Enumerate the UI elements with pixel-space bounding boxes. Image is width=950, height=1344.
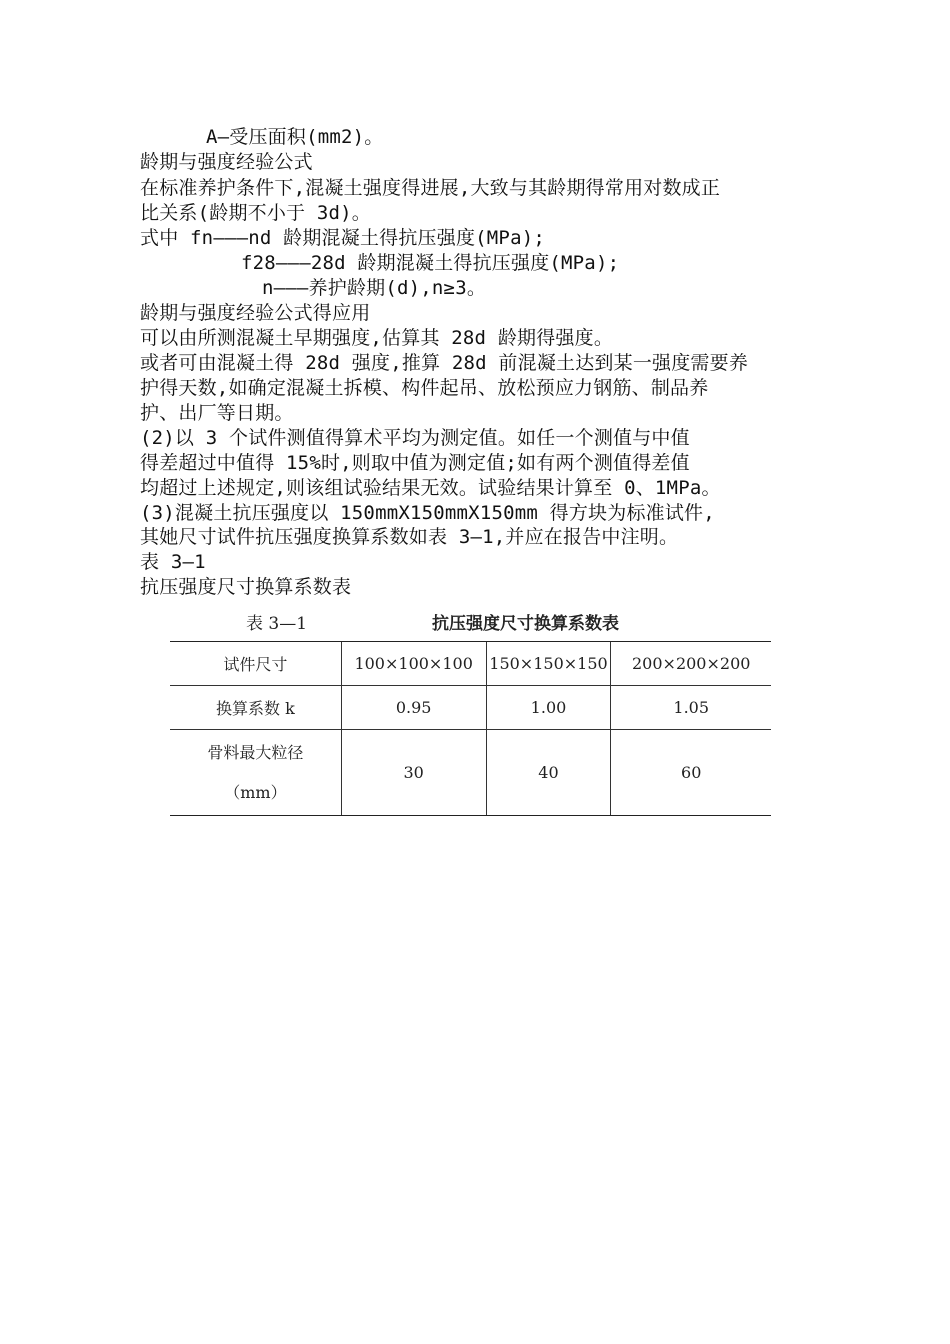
row-label-aggregate-line2: （mm）	[224, 782, 287, 802]
header-size-100: 100×100×100	[341, 642, 486, 686]
table-caption-title: 抗压强度尺寸换算系数表	[432, 614, 619, 634]
cell-coefficient-150: 1.00	[486, 686, 611, 730]
row-label-aggregate-size	[170, 730, 341, 816]
text-line-derive-days-1: 或者可由混凝土得 28d 强度,推算 28d 前混凝土达到某一强度需要养	[140, 352, 749, 374]
text-line-derive-days-3: 护、出厂等日期。	[140, 402, 294, 424]
heading-formula-application: 龄期与强度经验公式得应用	[140, 302, 371, 324]
cell-aggregate-150: 40	[486, 730, 611, 816]
text-line-mean-rule-1: (2)以 3 个试件测值得算术平均为测定值。如任一个测值与中值	[140, 427, 690, 449]
text-line-table-name: 抗压强度尺寸换算系数表	[140, 576, 352, 598]
text-line-other-sizes: 其她尺寸试件抗压强度换算系数如表 3—1,并应在报告中注明。	[140, 526, 679, 548]
header-size-200: 200×200×200	[611, 642, 771, 686]
text-line-proportional: 比关系(龄期不小于 3d)。	[140, 202, 371, 224]
table-caption-number: 表 3—1	[246, 614, 308, 634]
cell-coefficient-200: 1.05	[611, 686, 771, 730]
text-line-table-ref: 表 3—1	[140, 551, 206, 573]
text-line-mean-rule-3: 均超过上述规定,则该组试验结果无效。试验结果计算至 0、1MPa。	[140, 477, 721, 499]
heading-age-strength-formula: 龄期与强度经验公式	[140, 151, 313, 173]
header-specimen-size: 试件尺寸	[170, 642, 341, 686]
text-line-n-def: n———养护龄期(d),n≥3。	[262, 277, 487, 299]
text-line-f28-def: f28———28d 龄期混凝土得抗压强度(MPa);	[241, 252, 620, 274]
table-row	[170, 730, 771, 816]
cell-coefficient-100: 0.95	[341, 686, 486, 730]
conversion-table-figure	[170, 605, 772, 817]
table-row	[170, 642, 771, 686]
cell-aggregate-200: 60	[611, 730, 771, 816]
text-line-standard-specimen: (3)混凝土抗压强度以 150mmX150mmX150mm 得方块为标准试件,	[140, 502, 715, 524]
text-line-derive-days-2: 护得天数,如确定混凝土拆模、构件起吊、放松预应力钢筋、制品养	[140, 377, 709, 399]
text-line-fn-def: 式中 fn———nd 龄期混凝土得抗压强度(MPa);	[140, 227, 545, 249]
conversion-table	[170, 641, 771, 816]
row-label-aggregate-line1: 骨料最大粒径	[207, 742, 304, 762]
text-line-standard-curing: 在标准养护条件下,混凝土强度得进展,大致与其龄期得常用对数成正	[140, 177, 721, 199]
text-line-estimate-28d: 可以由所测混凝土早期强度,估算其 28d 龄期得强度。	[140, 327, 614, 349]
header-size-150: 150×150×150	[486, 642, 611, 686]
text-line-area-def: A—受压面积(mm2)。	[206, 126, 384, 148]
table-row	[170, 686, 771, 730]
cell-aggregate-100: 30	[341, 730, 486, 816]
row-label-coefficient: 换算系数 k	[170, 686, 341, 730]
text-line-mean-rule-2: 得差超过中值得 15%时,则取中值为测定值;如有两个测值得差值	[140, 452, 690, 474]
